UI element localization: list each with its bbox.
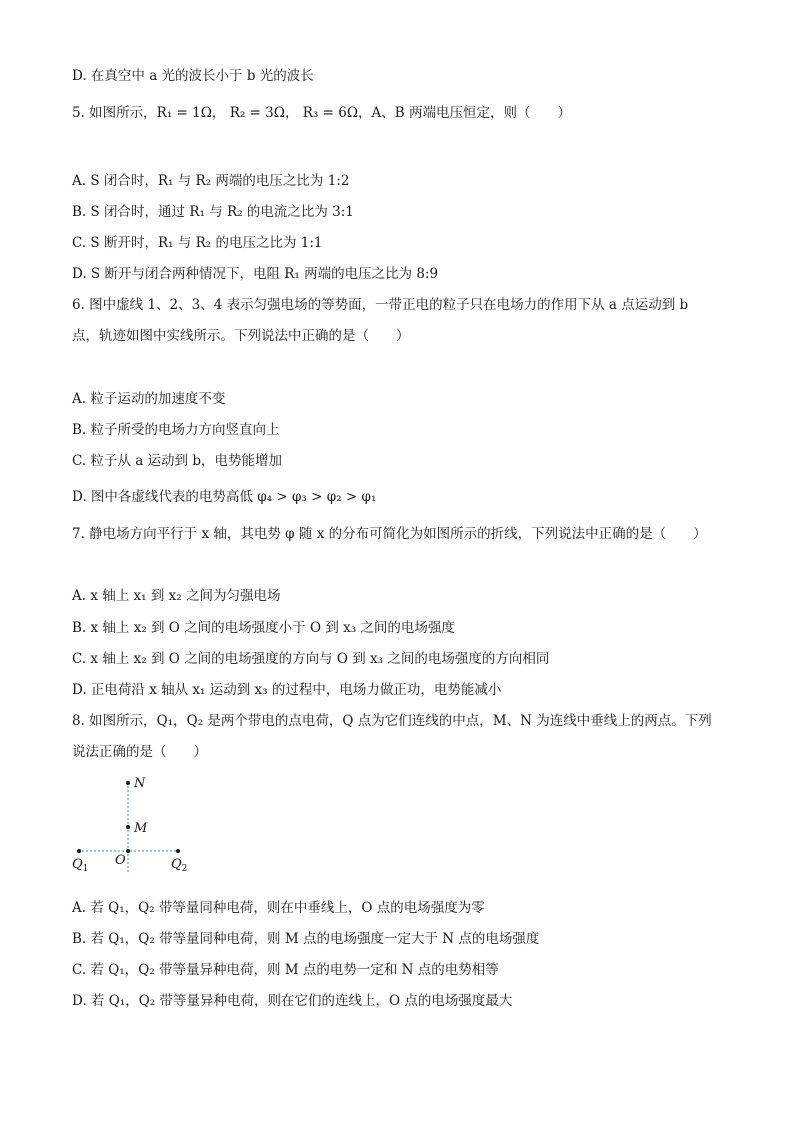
q7-option-a: A. x 轴上 x₁ 到 x₂ 之间为匀强电场 [72, 588, 281, 604]
q8-stem-line2: 说法正确的是（ ） [72, 744, 207, 760]
q5-stem: 5. 如图所示，R₁ = 1Ω， R₂ = 3Ω， R₃ = 6Ω，A、B 两端电压恒定，则（ ） [72, 105, 571, 121]
label-q1-sub: 1 [82, 864, 89, 872]
q6-stem-line2: 点，轨迹如图中实线所示。下列说法中正确的是（ ） [72, 328, 410, 344]
label-m: M [134, 821, 148, 836]
q8-stem-line1: 8. 如图所示，Q₁，Q₂ 是两个带电的点电荷，Q 点为它们连线的中点，M、N 为连线中垂线上的两点。下列 [72, 713, 712, 729]
point-o [126, 849, 130, 853]
label-q1-letter: Q [72, 857, 83, 872]
q6-option-c: C. 粒子从 a 运动到 b，电势能增加 [72, 453, 282, 469]
charges-diagram [68, 772, 198, 872]
q6-option-d: D. 图中各虚线代表的电势高低 φ₄ > φ₃ > φ₂ > φ₁ [72, 489, 377, 505]
label-q2-letter: Q [171, 857, 182, 872]
q7-option-c: C. x 轴上 x₂ 到 O 之间的电场强度的方向与 O 到 x₃ 之间的电场强度的方向相同 [72, 651, 550, 667]
label-q1 [72, 857, 88, 872]
q5-option-d: D. S 断开与闭合两种情况下，电阻 R₁ 两端的电压之比为 8:9 [72, 266, 439, 282]
q7-stem: 7. 静电场方向平行于 x 轴，其电势 φ 随 x 的分布可简化为如图所示的折线，下列说法中正确的是（ ） [72, 526, 707, 542]
q8-option-b: B. 若 Q₁，Q₂ 带等量同种电荷，则 M 点的电场强度一定大于 N 点的电场强度 [72, 931, 540, 947]
label-q2-sub: 2 [181, 864, 188, 872]
charge-q2 [176, 849, 180, 853]
label-q2 [171, 857, 187, 872]
q5-option-b: B. S 闭合时，通过 R₁ 与 R₂ 的电流之比为 3:1 [72, 204, 354, 220]
q7-option-d: D. 正电荷沿 x 轴从 x₁ 运动到 x₃ 的过程中，电场力做正功，电势能减小 [72, 682, 502, 698]
q4-option-d: D. 在真空中 a 光的波长小于 b 光的波长 [72, 68, 314, 84]
label-o: O [115, 853, 126, 868]
q5-option-a: A. S 闭合时，R₁ 与 R₂ 两端的电压之比为 1:2 [72, 173, 350, 189]
q6-stem-line1: 6. 图中虚线 1、2、3、4 表示匀强电场的等势面，一带正电的粒子只在电场力的作用下从 a 点运动到 b [72, 297, 689, 313]
q8-option-d: D. 若 Q₁，Q₂ 带等量异种电荷，则在它们的连线上，O 点的电场强度最大 [72, 993, 513, 1009]
q8-option-a: A. 若 Q₁，Q₂ 带等量同种电荷，则在中垂线上，O 点的电场强度为零 [72, 900, 485, 916]
point-m [126, 825, 130, 829]
label-n: N [134, 776, 146, 791]
charge-q1 [77, 849, 81, 853]
q7-option-b: B. x 轴上 x₂ 到 O 之间的电场强度小于 O 到 x₃ 之间的电场强度 [72, 620, 455, 636]
q5-option-c: C. S 断开时，R₁ 与 R₂ 的电压之比为 1:1 [72, 235, 323, 251]
point-n [126, 781, 130, 785]
q6-option-a: A. 粒子运动的加速度不变 [72, 391, 226, 407]
q8-option-c: C. 若 Q₁，Q₂ 带等量异种电荷，则 M 点的电势一定和 N 点的电势相等 [72, 962, 499, 978]
q6-option-b: B. 粒子所受的电场力方向竖直向上 [72, 422, 280, 438]
